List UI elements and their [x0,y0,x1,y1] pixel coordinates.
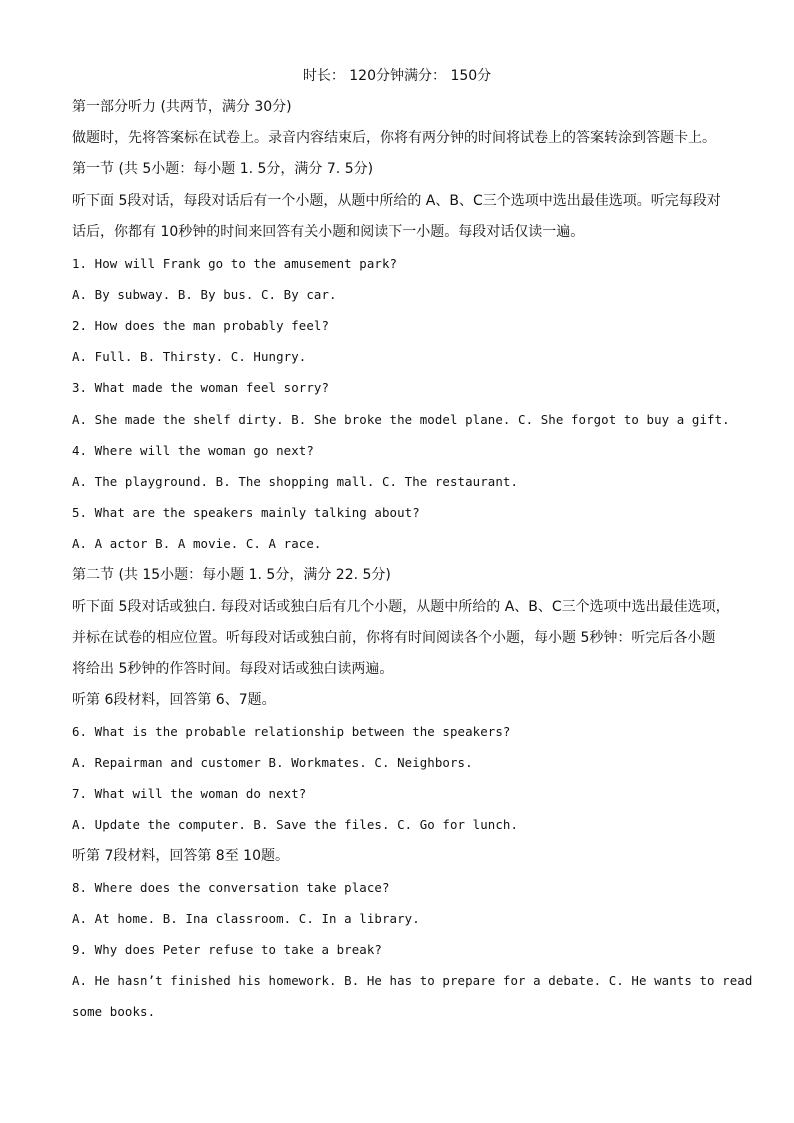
options-5: A. A actor B. A movie. C. A race. [72,536,322,551]
subsection-heading: 第一节 (共 5小题：每小题 1. 5分，满分 7. 5分) [72,161,374,177]
section-heading: 第一部分听力 (共两节，满分 30分) [72,99,292,115]
question-6: 6. What is the probable relationship between the speakers? [72,724,511,739]
options-4: A. The playground. B. The shopping mall. C. The restaurant. [72,474,519,489]
options-2: A. Full. B. Thirsty. C. Hungry. [72,349,307,364]
instruction-text: 并标在试卷的相应位置。听每段对话或独白前，你将有时间阅读各个小题，每小题 5秒钟：听完后各小题 [72,630,716,646]
instruction-text: 话后，你都有 10秒钟的时间来回答有关小题和阅读下一小题。每段对话仅读一遍。 [72,224,585,240]
page-title: 时长： 120分钟满分： 150分 [302,68,492,84]
instruction-text: 将给出 5秒钟的作答时间。每段对话或独白读两遍。 [72,661,394,677]
options-7: A. Update the computer. B. Save the files. C. Go for lunch. [72,817,519,832]
question-5: 5. What are the speakers mainly talking about? [72,505,420,520]
question-4: 4. Where will the woman go next? [72,443,314,458]
material-heading: 听第 6段材料，回答第 6、7题。 [72,692,276,708]
material-heading: 听第 7段材料，回答第 8至 10题。 [72,848,289,864]
subsection-heading: 第二节 (共 15小题：每小题 1. 5分，满分 22. 5分) [72,567,391,583]
instruction-text: 听下面 5段对话或独白. 每段对话或独白后有几个小题，从题中所给的 A、B、C三个选项中选出最佳选项， [72,599,730,615]
question-2: 2. How does the man probably feel? [72,318,330,333]
question-8: 8. Where does the conversation take place? [72,880,390,895]
options-9-continued: some books. [72,1004,156,1019]
options-6: A. Repairman and customer B. Workmates. C. Neighbors. [72,755,473,770]
question-1: 1. How will Frank go to the amusement park? [72,256,398,271]
options-9: A. He hasn’t finished his homework. B. He has to prepare for a debate. C. He wants to read [72,973,753,988]
question-9: 9. Why does Peter refuse to take a break? [72,942,382,957]
options-1: A. By subway. B. By bus. C. By car. [72,287,337,302]
options-8: A. At home. B. Ina classroom. C. In a library. [72,911,420,926]
options-3: A. She made the shelf dirty. B. She broke the model plane. C. She forgot to buy a gift. [72,412,730,427]
instruction-text: 听下面 5段对话，每段对话后有一个小题，从题中所给的 A、B、C三个选项中选出最佳选项。听完每段对 [72,193,721,209]
instruction-text: 做题时，先将答案标在试卷上。录音内容结束后，你将有两分钟的时间将试卷上的答案转涂到答题卡上。 [72,130,716,146]
question-3: 3. What made the woman feel sorry? [72,380,330,395]
question-7: 7. What will the woman do next? [72,786,307,801]
